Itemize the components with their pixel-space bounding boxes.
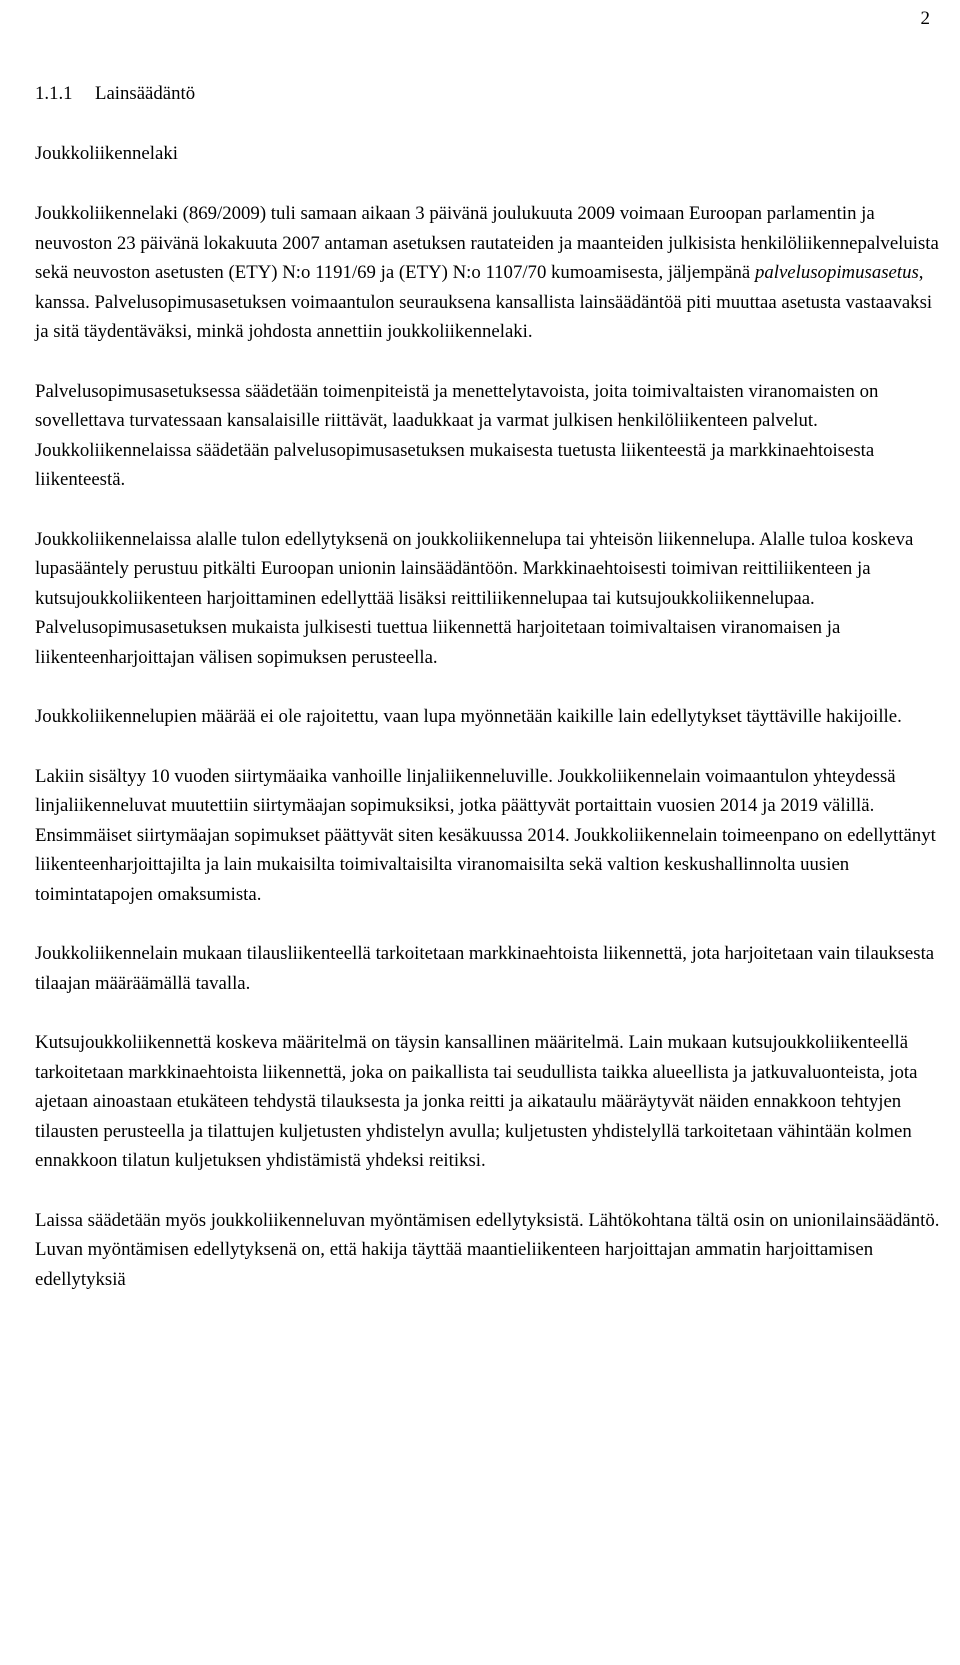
paragraph-4: Joukkoliikennelupien määrää ei ole rajoitettu, vaan lupa myönnetään kaikille lain edellytykset täyttäville hakijoille. bbox=[35, 706, 902, 727]
paragraph-1-part-b: , kanssa. Palvelusopimusasetuksen voimaantulon seurauksena kansallista lainsäädäntöä piti muuttaa asetusta vastaavaksi ja sitä täydentäväksi, minkä johdosta annettiin joukkoliikennelaki. bbox=[35, 262, 933, 342]
paragraph-8: Laissa säädetään myös joukkoliikenneluvan myöntämisen edellytyksistä. Lähtökohtana tältä osin on unionilainsäädäntö. Luvan myöntämisen edellytyksenä on, että hakija täyttää maantieliikenteen harjoittajan ammatin harjoittamisen edellytyksiä bbox=[35, 1209, 940, 1290]
paragraph-5: Lakiin sisältyy 10 vuoden siirtymäaika vanhoille linjaliikenneluville. Joukkoliikennelain voimaantulon yhteydessä linjaliikenneluvat muutettiin siirtymäajan sopimuksiksi, jotka päättyvät portaittain vuosien 2014 ja 2019 välillä. Ensimmäiset siirtymäajan sopimukset päättyvät siten kesäkuussa 2014. Joukkoliikennelain toimeenpano on edellyttänyt liikenteenharjoittajilta ja lain mukaisilta toimivaltaisilta viranomaisilta sekä valtion keskushallinnolta uusien toimintatapojen omaksumista. bbox=[35, 765, 936, 905]
section-heading bbox=[35, 79, 947, 109]
paragraph-7: Kutsujoukkoliikennettä koskeva määritelmä on täysin kansallinen määritelmä. Lain mukaan kutsujoukkoliikenteellä tarkoitetaan markkinaehtoista liikennettä, joka on paikallista tai seudullista taikka alueellista ja jatkuvaluonteista, jota ajetaan ainoastaan etukäteen tehdystä tilauksesta ja jonka reitti ja aikataulu määräytyvät näiden ennakkoon tehtyjen tilausten perusteella ja tilattujen kuljetusten yhdistelyn avulla; kuljetusten yhdistelyllä tarkoitetaan vähintään kolmen ennakkoon tilatun kuljetuksen yhdistämistä yhdeksi reitiksi. bbox=[35, 1032, 918, 1171]
paragraph-1 bbox=[35, 199, 947, 347]
document-body bbox=[35, 79, 947, 1294]
paragraph-1-part-a: Joukkoliikennelaki (869/2009) tuli samaan aikaan 3 päivänä joulukuuta 2009 voimaan Euroopan parlamentin ja neuvoston 23 päivänä lokakuuta 2007 antaman asetuksen rautateiden ja maanteiden julkisista henkilöliikennepalveluista sekä neuvoston asetusten (ETY) N:o 1191/69 ja (ETY) N:o 1107/70 kumoamisesta, jäljempänä bbox=[35, 203, 939, 283]
paragraph-6: Joukkoliikennelain mukaan tilausliikenteellä tarkoitetaan markkinaehtoista liikennettä, jota harjoitetaan vain tilauksesta tilaajan määräämällä tavalla. bbox=[35, 943, 935, 994]
paragraph-2: Palvelusopimusasetuksessa säädetään toimenpiteistä ja menettelytavoista, joita toimivaltaisten viranomaisten on sovellettava turvatessaan kansalaisille riittävät, laadukkaat ja varmat julkisen henkilöliikenteen palvelut. Joukkoliikennelaissa säädetään palvelusopimusasetuksen mukaisesta tuetusta liikenteestä ja markkinaehtoisesta liikenteestä. bbox=[35, 380, 879, 490]
section-title: Lainsäädäntö bbox=[95, 83, 196, 104]
paragraph-1-emphasis: palvelusopimusasetus bbox=[754, 262, 919, 283]
section-number: 1.1.1 bbox=[35, 83, 73, 104]
subheading: Joukkoliikennelaki bbox=[35, 143, 178, 164]
page-number: 2 bbox=[920, 8, 930, 29]
paragraph-3: Joukkoliikennelaissa alalle tulon edellytyksenä on joukkoliikennelupa tai yhteisön liikennelupa. Alalle tuloa koskeva lupasääntely perustuu pitkälti Euroopan unionin lainsäädäntöön. Markkinaehtoisesti toimivan reittiliikenteen ja kutsujoukkoliikenteen harjoittaminen edellyttää lisäksi reittiliikennelupaa tai kutsujoukkoliikennelupaa. Palvelusopimusasetuksen mukaista julkisesti tuettua liikennettä harjoitetaan toimivaltaisen viranomaisen ja liikenteenharjoittajan välisen sopimuksen perusteella. bbox=[35, 528, 914, 668]
